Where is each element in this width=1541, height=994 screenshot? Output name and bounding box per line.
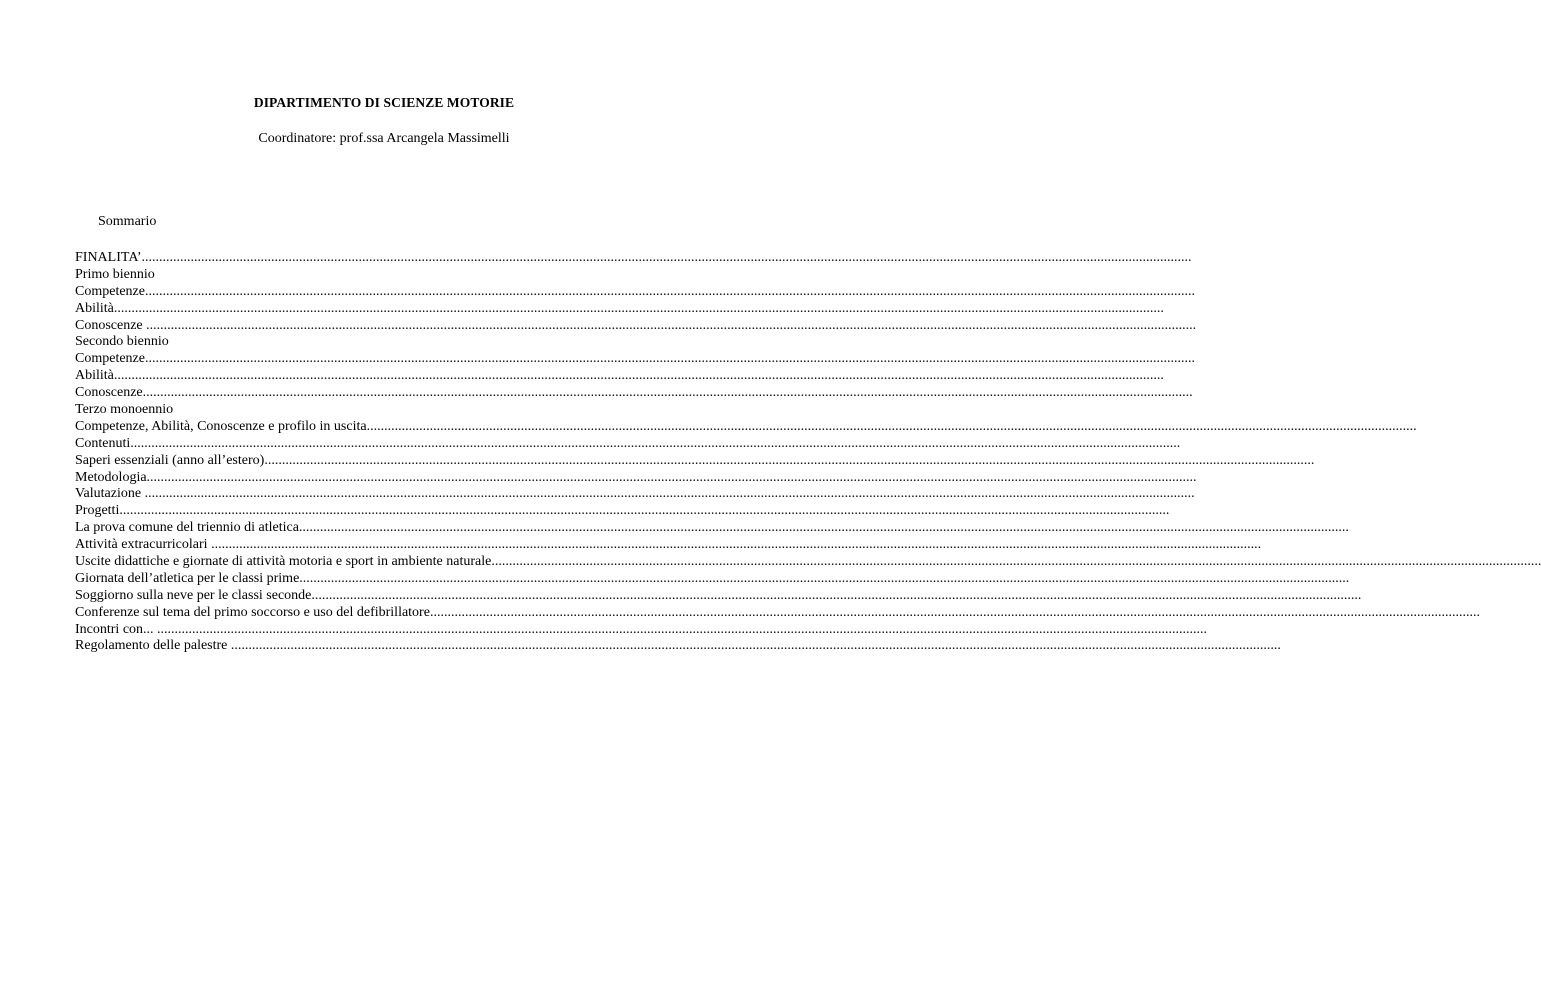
toc-dot-leader: ............................................................................................................................................................................................................................................................................................................	[119, 503, 1170, 519]
toc-entry-label: Primo biennio	[75, 266, 155, 282]
toc-entry-link[interactable]	[75, 503, 1170, 520]
toc-entry-link[interactable]	[75, 317, 1197, 335]
toc-entry-link[interactable]	[75, 638, 1281, 655]
toc-entry-link[interactable]	[75, 604, 1480, 622]
toc-entry-label: Regolamento delle palestre	[75, 638, 231, 654]
toc-entry-label: Conferenze sul tema del primo soccorso e uso del defibrillatore	[75, 604, 430, 620]
toc-entry-label: Terzo monoennio	[75, 402, 174, 418]
toc-dot-leader: ............................................................................................................................................................................................................................................................................................................	[230, 638, 1281, 654]
toc-entry-label: Secondo biennio	[75, 334, 169, 350]
toc-entry-label: Abilità	[75, 300, 114, 316]
toc-dot-leader: ............................................................................................................................................................................................................................................................................................................	[157, 621, 1208, 637]
toc-entry-link[interactable]	[75, 520, 1349, 537]
toc-entry-link[interactable]	[75, 570, 1350, 588]
toc-entry-link[interactable]	[75, 452, 1315, 470]
toc-entry-link[interactable]	[75, 469, 1197, 487]
toc-entry-link[interactable]	[75, 385, 1193, 402]
toc-dot-leader: ............................................................................................................................................................................................................................................................................................................	[144, 283, 1195, 299]
toc-entry-label: Competenze	[75, 351, 145, 367]
toc-entry-link[interactable]	[75, 351, 1195, 368]
toc-entry-link[interactable]	[75, 435, 1181, 453]
toc-entry-label: Conoscenze	[75, 385, 143, 401]
toc-dot-leader: ............................................................................................................................................................................................................................................................................................................	[141, 250, 1192, 265]
toc-entry-link[interactable]	[75, 621, 1208, 639]
toc-dot-leader: ............................................................................................................................................................................................................................................................................................................	[146, 317, 1197, 333]
toc-dot-leader: ............................................................................................................................................................................................................................................................................................................	[366, 418, 1417, 434]
toc-entry-label: FINALITA’	[75, 250, 142, 265]
toc-entry-link[interactable]	[75, 250, 1192, 267]
toc-section-heading	[75, 267, 667, 284]
toc-entry-label: Competenze, Abilità, Conoscenze e profilo in uscita	[75, 418, 367, 434]
toc-section-heading	[75, 334, 667, 351]
toc-dot-leader: ............................................................................................................................................................................................................................................................................................................	[264, 452, 1315, 468]
toc-dot-leader: ............................................................................................................................................................................................................................................................................................................	[311, 587, 1362, 603]
toc-dot-leader: ............................................................................................................................................................................................................................................................................................................	[299, 570, 1350, 586]
toc-dot-leader: ............................................................................................................................................................................................................................................................................................................	[142, 385, 1193, 401]
toc-entry-label: Conoscenze	[75, 317, 147, 333]
toc-entry-label: Soggiorno sulla neve per le classi seconde	[75, 587, 312, 603]
toc-dot-leader: ............................................................................................................................................................................................................................................................................................................	[130, 435, 1181, 451]
toc-dot-leader: ............................................................................................................................................................................................................................................................................................................	[144, 486, 1195, 502]
toc-dot-leader: ............................................................................................................................................................................................................................................................................................................	[298, 520, 1349, 536]
toc-entry-label: Attività extracurricolari	[75, 537, 212, 553]
toc-dot-leader: ............................................................................................................................................................................................................................................................................................................	[491, 554, 1541, 570]
toc-dot-leader: ............................................................................................................................................................................................................................................................................................................	[211, 537, 1262, 553]
toc-entry-link[interactable]	[75, 554, 1541, 571]
toc-dot-leader: ............................................................................................................................................................................................................................................................................................................	[429, 604, 1480, 620]
toc-entry-label: Competenze	[75, 283, 145, 299]
toc-dot-leader: ............................................................................................................................................................................................................................................................................................................	[113, 368, 1164, 384]
toc-dot-leader: ............................................................................................................................................................................................................................................................................................................	[146, 469, 1197, 485]
toc-entry-label: Metodologia	[75, 469, 147, 485]
toc-dot-leader: ............................................................................................................................................................................................................................................................................................................	[144, 351, 1195, 367]
toc-entry-link[interactable]	[75, 486, 1195, 503]
toc-entry-label: Valutazione	[75, 486, 145, 502]
toc-entry-link[interactable]	[75, 418, 1417, 436]
document-title: DIPARTIMENTO DI SCIENZE MOTORIE	[253, 95, 515, 110]
toc-entry-label: Progetti	[75, 503, 120, 519]
toc-entry-label: Abilità	[75, 368, 114, 384]
toc-entry-label: La prova comune del triennio di atletica	[75, 520, 299, 536]
toc-entry-label: Saperi essenziali (anno all’estero)	[75, 452, 265, 468]
toc-entry-link[interactable]	[75, 283, 1195, 301]
toc-entry-label: Incontri con...	[75, 621, 158, 637]
table-of-contents	[75, 250, 1541, 655]
toc-dot-leader: ............................................................................................................................................................................................................................................................................................................	[113, 300, 1164, 316]
toc-section-heading	[75, 402, 667, 419]
toc-entry-link[interactable]	[75, 537, 1262, 554]
toc-entry-link[interactable]	[75, 587, 1362, 605]
toc-entry-label: Uscite didattiche e giornate di attività motoria e sport in ambiente naturale	[75, 554, 492, 570]
coordinator-line: Coordinatore: prof.ssa Arcangela Massimelli	[258, 131, 510, 146]
toc-entry-label: Contenuti	[75, 435, 131, 451]
toc-entry-label: Giornata dell’atletica per le classi prime	[75, 570, 300, 586]
toc-entry-link[interactable]	[75, 300, 1164, 318]
toc-heading: Sommario	[98, 214, 157, 229]
toc-entry-link[interactable]	[75, 368, 1164, 385]
